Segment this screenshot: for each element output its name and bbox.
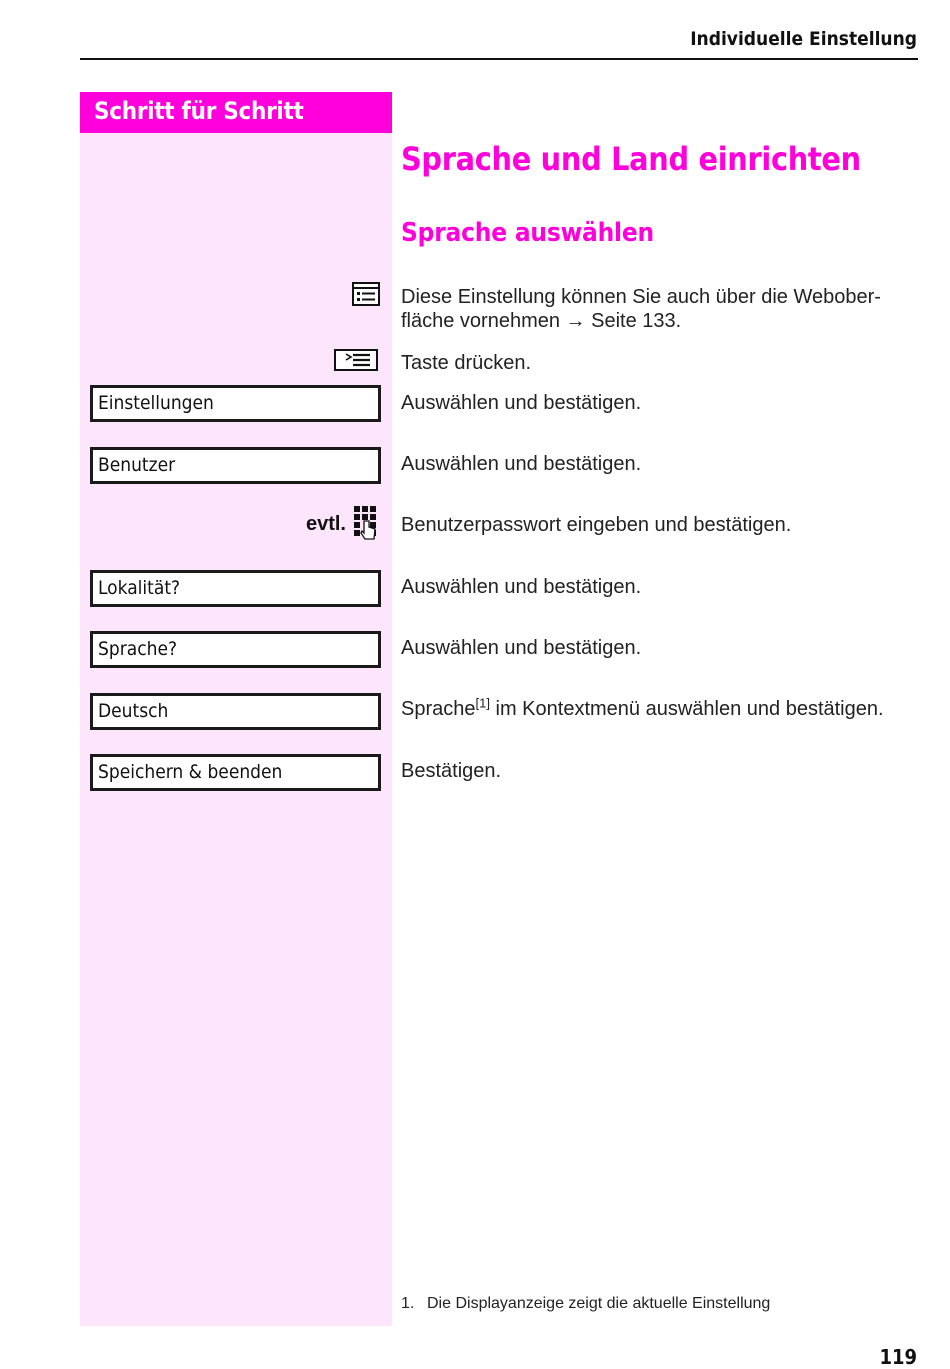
page-title: Sprache und Land einrichten (401, 140, 861, 178)
step-text: Taste drücken. (401, 352, 532, 374)
menu-option-einstellungen[interactable]: Einstellungen (90, 385, 381, 422)
step-web-line1: Diese Einstellung können Sie auch über die Webober- (401, 286, 881, 308)
running-header: Individuelle Einstellung (690, 28, 917, 50)
footnote-text: Die Displayanzeige zeigt die aktuelle Einstellung (427, 1295, 771, 1312)
header-rule (80, 58, 918, 60)
step-text: Benutzerpasswort eingeben und bestätigen. (401, 514, 792, 536)
footnote-reference: [1] (475, 695, 490, 711)
section-subtitle: Sprache auswählen (401, 218, 654, 248)
sidebar-title: Schritt für Schritt (80, 92, 392, 133)
menu-option-lokalitaet[interactable]: Lokalität? (90, 570, 381, 607)
arrow-icon: → (565, 310, 586, 332)
step-text: Bestätigen. (401, 760, 502, 782)
step-text: Auswählen und bestätigen. (401, 576, 642, 598)
page-reference-link[interactable]: Seite 133. (585, 310, 682, 332)
step-text-suffix: im Kontextmenü auswählen und bestätigen. (489, 698, 884, 720)
step-text (401, 697, 921, 721)
step-text: Auswählen und bestätigen. (401, 453, 642, 475)
step-text: Auswählen und bestätigen. (401, 637, 642, 659)
step-text: Auswählen und bestätigen. (401, 392, 642, 414)
web-interface-icon (352, 282, 380, 311)
keypad-icon (353, 505, 381, 546)
step-text-prefix: Sprache (401, 698, 476, 720)
menu-option-speichern-beenden[interactable]: Speichern & beenden (90, 754, 381, 791)
menu-option-sprache[interactable]: Sprache? (90, 631, 381, 668)
footnote (401, 1295, 770, 1313)
menu-option-benutzer[interactable]: Benutzer (90, 447, 381, 484)
page-number: 119 (879, 1345, 917, 1369)
menu-key-icon (334, 349, 378, 376)
step-web-note (401, 285, 921, 333)
menu-option-deutsch[interactable]: Deutsch (90, 693, 381, 730)
footnote-number: 1. (401, 1295, 415, 1312)
optional-label: evtl. (305, 513, 346, 535)
step-web-line2-prefix: fläche vornehmen (401, 310, 566, 332)
